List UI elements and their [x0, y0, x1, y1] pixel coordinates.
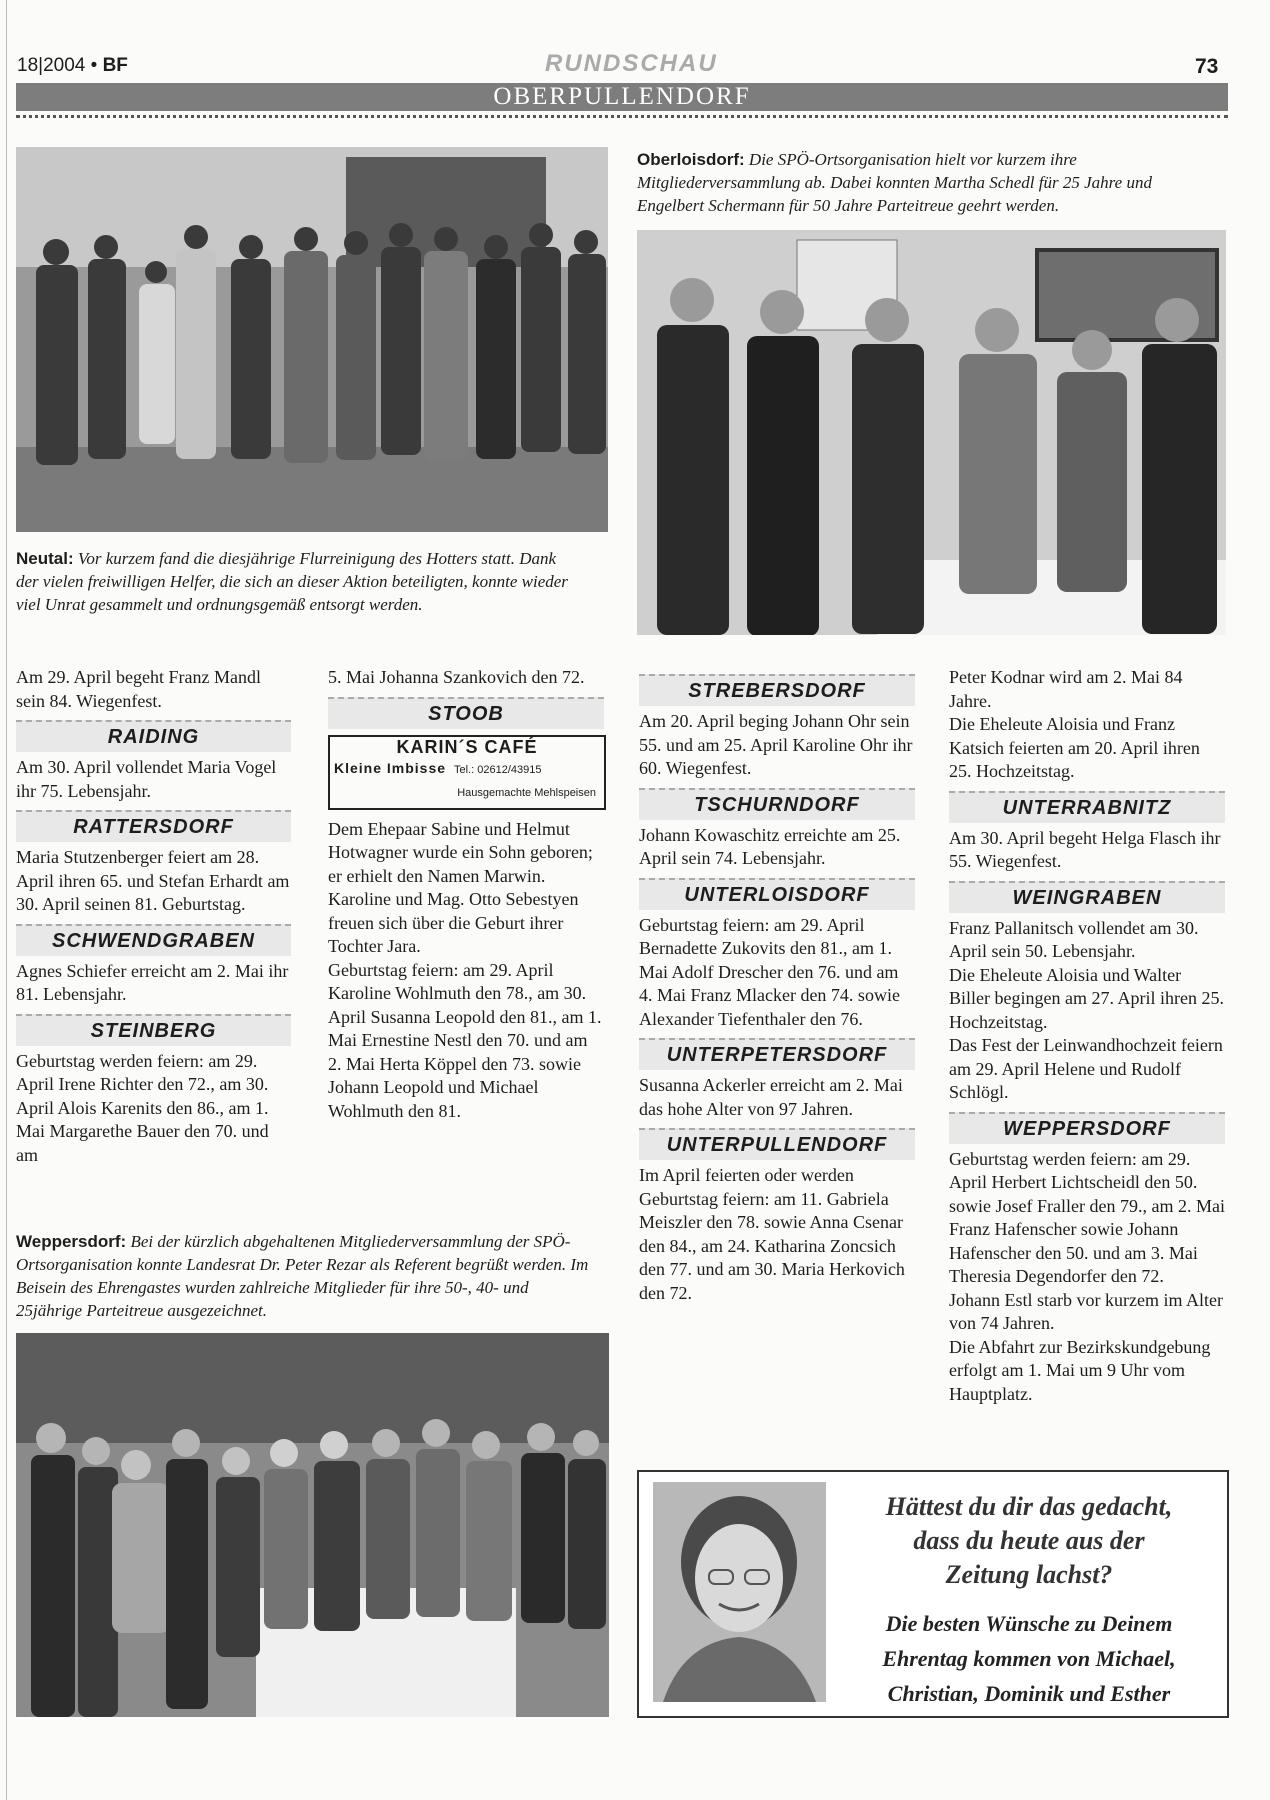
- stoob-text-births: Dem Ehepaar Sabine und Helmut Hotwagner wurde ein Sohn geboren; er erhielt den Namen Marwin. Karoline und Mag. Otto Sebestyen freuen sich über die Geburt ihrer Tochter Jara.: [328, 818, 593, 956]
- neutal-caption: [16, 547, 576, 616]
- section-head-raiding: RAIDING: [16, 720, 291, 752]
- section-head-unterrabnitz: UNTERRABNITZ: [949, 791, 1225, 823]
- section-title: RUNDSCHAU: [545, 50, 718, 77]
- caption-place: Oberloisdorf:: [637, 150, 745, 169]
- rattersdorf-text: Maria Stutzenberger feiert am 28. April ihren 65. und Stefan Erhardt am 30. April seinen 81. Geburtstag.: [16, 847, 290, 914]
- weppersdorf-photo: [16, 1333, 609, 1717]
- section-head-weingraben: WEINGRABEN: [949, 881, 1225, 913]
- oberloisdorf-photo: [637, 230, 1226, 635]
- section-head-weppersdorf: WEPPERSDORF: [949, 1112, 1225, 1144]
- advert-headline-line: Zeitung lachst?: [945, 1560, 1113, 1589]
- raiding-text: Am 30. April vollendet Maria Vogel ihr 75. Lebensjahr.: [16, 757, 277, 801]
- tschurndorf-text: Johann Kowaschitz erreichte am 25. April sein 74. Lebensjahr.: [639, 824, 901, 868]
- advert-body: [839, 1606, 1219, 1711]
- cafe-advert: [328, 735, 606, 810]
- column-2: [328, 666, 604, 1123]
- weppersdorf-text: Geburtstag werden feiern: am 29. April Herbert Lichtscheidl den 50. sowie Josef Fraller den 79., am 2. Mai Franz Hafenscher sowie Johann Hafenscher den 50. und am 3. Mai Theresia Degendorfer den 72.: [949, 1148, 1225, 1286]
- advert-body-line: Die besten Wünsche zu Deinem: [885, 1611, 1173, 1636]
- intro-text-anniversary: Die Eheleute Aloisia und Franz Katsich feierten am 20. April ihren 25. Hochzeitstag.: [949, 714, 1200, 781]
- schwendgraben-text: Agnes Schiefer erreicht am 2. Mai ihr 81. Lebensjahr.: [16, 960, 289, 1004]
- birthday-advert: [637, 1470, 1229, 1718]
- banner-divider: [16, 115, 1228, 118]
- section-head-steinberg: STEINBERG: [16, 1014, 291, 1046]
- caption-text: Die SPÖ-Ortsorganisation hielt vor kurzem ihre Mitgliederversammlung ab. Dabei konnten Martha Schedl für 25 Jahre und Engelbert Schermann für 50 Jahre Parteitreue geehrt werden.: [637, 150, 1152, 215]
- strebersdorf-text: Am 20. April beging Johann Ohr sein 55. und am 25. April Karoline Ohr ihr 60. Wiegenfest.: [639, 711, 913, 778]
- section-head-rattersdorf: RATTERSDORF: [16, 810, 291, 842]
- unterrabnitz-text: Am 30. April begeht Helga Flasch ihr 55. Wiegenfest.: [949, 827, 1221, 871]
- section-head-unterpullendorf: UNTERPULLENDORF: [639, 1128, 915, 1160]
- intro-text: 5. Mai Johanna Szankovich den 72.: [328, 667, 585, 687]
- cafe-note: Hausgemachte Mehlspeisen: [457, 787, 596, 799]
- weingraben-text: Die Eheleute Aloisia und Walter Biller begingen am 27. April ihren 25. Hochzeitstag.: [949, 964, 1224, 1032]
- neutal-photo: [16, 147, 608, 532]
- oberloisdorf-caption: [637, 148, 1222, 217]
- section-head-unterpetersdorf: UNTERPETERSDORF: [639, 1038, 915, 1070]
- weingraben-text: Franz Pallanitsch vollendet am 30. April sein 50. Lebensjahr.: [949, 917, 1199, 961]
- advert-body-line: Ehrentag kommen von Michael,: [882, 1646, 1176, 1671]
- page-number: 73: [1195, 55, 1219, 78]
- page-margin-line: [6, 0, 7, 1800]
- column-1: [16, 666, 291, 1167]
- publication-name: BF: [102, 55, 128, 76]
- weingraben-text: Das Fest der Leinwandhochzeit feiern am 29. April Helene und Rudolf Schlögl.: [949, 1035, 1223, 1102]
- column-4: [949, 666, 1225, 1406]
- portrait-photo: [653, 1482, 826, 1702]
- unterpetersdorf-text: Susanna Ackerler erreicht am 2. Mai das hohe Alter von 97 Jahren.: [639, 1075, 903, 1119]
- unterloisdorf-text: Geburtstag feiern: am 29. April Bernadette Zukovits den 81., am 1. Mai Adolf Drescher den 76. und am 4. Mai Franz Mlacker den 74. sowie Alexander Tiefenthaler den 76.: [639, 914, 900, 1029]
- column-3: [639, 666, 915, 1305]
- stoob-text-birthdays: Geburtstag feiern: am 29. April Karoline Wohlmuth den 78., am 30. April Susanna Leopold den 81., am 1. Mai Ernestine Nestl den 70. und am 2. Mai Herta Köppel den 73. sowie Johann Leopold und Michael Wohlmuth den 81.: [328, 959, 602, 1121]
- section-head-stoob: STOOB: [328, 697, 604, 729]
- intro-text: Am 29. April begeht Franz Mandl sein 84. Wiegenfest.: [16, 667, 261, 711]
- cafe-phone: Tel.: 02612/43915: [454, 763, 542, 776]
- caption-place: Weppersdorf:: [16, 1232, 127, 1251]
- advert-body-line: Christian, Dominik und Esther: [887, 1681, 1171, 1706]
- cafe-subtitle: Kleine Imbisse: [334, 759, 447, 776]
- advert-headline-line: Hättest du dir das gedacht,: [885, 1492, 1173, 1521]
- weppersdorf-text: Johann Estl starb vor kurzem im Alter von 74 Jahren.: [949, 1289, 1223, 1333]
- intro-text: Peter Kodnar wird am 2. Mai 84 Jahre.: [949, 667, 1183, 711]
- caption-text: Bei der kürzlich abgehaltenen Mitgliederversammlung der SPÖ-Ortsorganisation konnte Landesrat Dr. Peter Rezar als Referent begrüßt werden. Im Beisein des Ehrengastes wurden zahlreiche Mitglieder für ihre 50-, 40- und 25jährige Parteitreue ausgezeichnet.: [16, 1232, 589, 1320]
- section-head-tschurndorf: TSCHURNDORF: [639, 788, 915, 820]
- issue-number: 18|2004: [17, 55, 86, 76]
- advert-headline: [839, 1490, 1219, 1592]
- weppersdorf-text: Die Abfahrt zur Bezirkskundgebung erfolgt am 1. Mai um 9 Uhr vom Hauptplatz.: [949, 1336, 1211, 1404]
- section-head-strebersdorf: STREBERSDORF: [639, 674, 915, 706]
- district-banner: OBERPULLENDORF: [16, 83, 1228, 111]
- bullet: •: [90, 55, 98, 76]
- section-head-schwendgraben: SCHWENDGRABEN: [16, 924, 291, 956]
- issue-label: [17, 55, 128, 77]
- advert-headline-line: dass du heute aus der: [913, 1526, 1145, 1555]
- unterpullendorf-text: Im April feierten oder werden Geburtstag feiern: am 11. Gabriela Meiszler den 78. sowie Anna Csenar den 84., am 24. Katharina Zoncsich den 77. und am 30. Maria Herkovich den 72.: [639, 1165, 905, 1303]
- weppersdorf-caption: [16, 1230, 596, 1322]
- steinberg-text: Geburtstag werden feiern: am 29. April Irene Richter den 72., am 30. April Alois Karenits den 86., am 1. Mai Margarethe Bauer den 70. und am: [16, 1050, 269, 1165]
- caption-text: Vor kurzem fand die diesjährige Flurreinigung des Hotters statt. Dank der vielen freiwilligen Helfer, die sich an dieser Aktion beteiligten, konnte wieder viel Unrat gesammelt und ordnungsgemäß entsorgt werden.: [16, 549, 568, 614]
- caption-place: Neutal:: [16, 549, 74, 568]
- section-head-unterloisdorf: UNTERLOISDORF: [639, 878, 915, 910]
- cafe-name: KARIN´S CAFÉ: [396, 736, 538, 757]
